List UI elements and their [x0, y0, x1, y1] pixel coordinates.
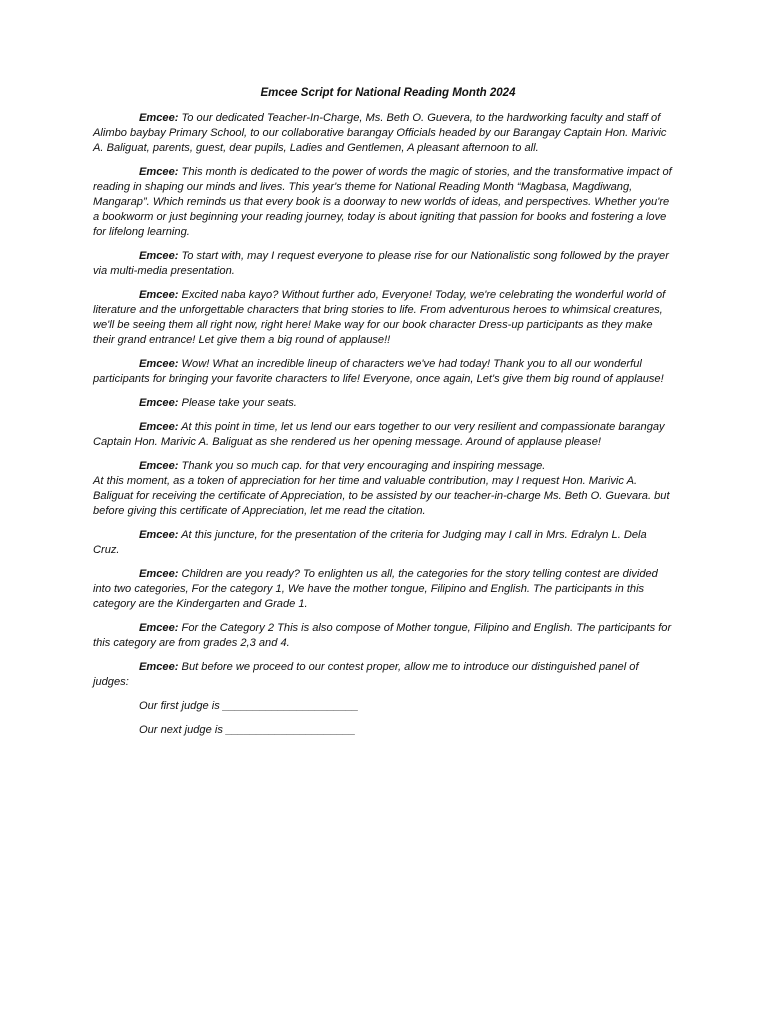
judge-line-first: Our first judge is ______________________	[139, 700, 359, 712]
paragraph-text: Children are you ready? To enlighten us all, the categories for the story telling contest are divided into two categories, For the category 1, We have the mother tongue, Filipino and English. The participants in this category are the Kindergarten and Grade 1.	[93, 568, 658, 610]
paragraph-text: Thank you so much cap. for that very encouraging and inspiring message.	[178, 460, 546, 472]
script-paragraph	[93, 567, 675, 612]
paragraph-text: At this juncture, for the presentation of the criteria for Judging may I call in Mrs. Edralyn L. Dela Cruz.	[93, 529, 647, 556]
speaker-label: Emcee:	[139, 289, 179, 301]
script-paragraph	[93, 165, 675, 240]
paragraph-text: To our dedicated Teacher-In-Charge, Ms. Beth O. Guevera, to the hardworking faculty and staff of Alimbo baybay Primary School, to our collaborative barangay Officials headed by our Barangay Captain Hon. Marivic A. Baliguat, parents, guest, dear pupils, Ladies and Gentlemen, A pleasant afternoon to all.	[93, 112, 667, 154]
document-page	[93, 86, 675, 747]
paragraph-text: Excited naba kayo? Without further ado, Everyone! Today, we're celebrating the wonderful world of literature and the unforgettable characters that bring stories to life. From adventurous heroes to whimsical creatures, we'll be seeing them all right now, right here! Make way for our book character Dress-up participants as they make their grand entrance! Let give them a big round of applause!!	[93, 289, 666, 346]
paragraph-text: At this point in time, let us lend our ears together to our very resilient and compassionate barangay Captain Hon. Marivic A. Baliguat as she rendered us her opening message. Around of applause please!	[93, 421, 665, 448]
paragraph-text: For the Category 2 This is also compose of Mother tongue, Filipino and English. The participants for this category are from grades 2,3 and 4.	[93, 622, 672, 649]
script-paragraph	[93, 621, 675, 651]
paragraph-text: This month is dedicated to the power of words the magic of stories, and the transformative impact of reading in shaping our minds and lives. This year's theme for National Reading Month “Magbasa, Magdiwang, Mangarap”. Which reminds us that every book is a doorway to new worlds of ideas, and perspectives. Whether you're a bookworm or just beginning your reading journey, today is about igniting that passion for books and fostering a love for lifelong learning.	[93, 166, 672, 238]
speaker-label: Emcee:	[139, 421, 179, 433]
speaker-label: Emcee:	[139, 358, 179, 370]
speaker-label: Emcee:	[139, 622, 179, 634]
paragraph-text: Please take your seats.	[178, 397, 297, 409]
paragraph-text: Wow! What an incredible lineup of characters we've had today! Thank you to all our wonderful participants for bringing your favorite characters to life! Everyone, once again, Let's give them big round of applause!	[93, 358, 664, 385]
judge-line-next: Our next judge is _____________________	[139, 724, 356, 736]
speaker-label: Emcee:	[139, 568, 179, 580]
paragraph-text: But before we proceed to our contest proper, allow me to introduce our distinguished panel of judges:	[93, 661, 639, 688]
script-paragraph	[93, 420, 675, 450]
speaker-label: Emcee:	[139, 112, 179, 124]
script-paragraph	[93, 396, 675, 411]
speaker-label: Emcee:	[139, 397, 179, 409]
speaker-label: Emcee:	[139, 529, 179, 541]
paragraph-continuation: At this moment, as a token of appreciation for her time and valuable contribution, may I request Hon. Marivic A. Baliguat for receiving the certificate of Appreciation, to be assisted by our teacher-in-charge Ms. Beth O. Guevara. but before giving this certificate of Appreciation, let me read the citation.	[93, 475, 670, 517]
speaker-label: Emcee:	[139, 661, 179, 673]
speaker-label: Emcee:	[139, 460, 179, 472]
speaker-label: Emcee:	[139, 166, 179, 178]
document-title: Emcee Script for National Reading Month 2024	[260, 87, 516, 99]
script-paragraph	[93, 357, 675, 387]
script-paragraph	[93, 288, 675, 348]
script-paragraph	[93, 660, 675, 690]
script-paragraph	[93, 249, 675, 279]
script-paragraph	[93, 459, 675, 519]
paragraph-text: To start with, may I request everyone to please rise for our Nationalistic song followed by the prayer via multi-media presentation.	[93, 250, 669, 277]
script-paragraph	[93, 528, 675, 558]
script-paragraph	[93, 111, 675, 156]
speaker-label: Emcee:	[139, 250, 179, 262]
